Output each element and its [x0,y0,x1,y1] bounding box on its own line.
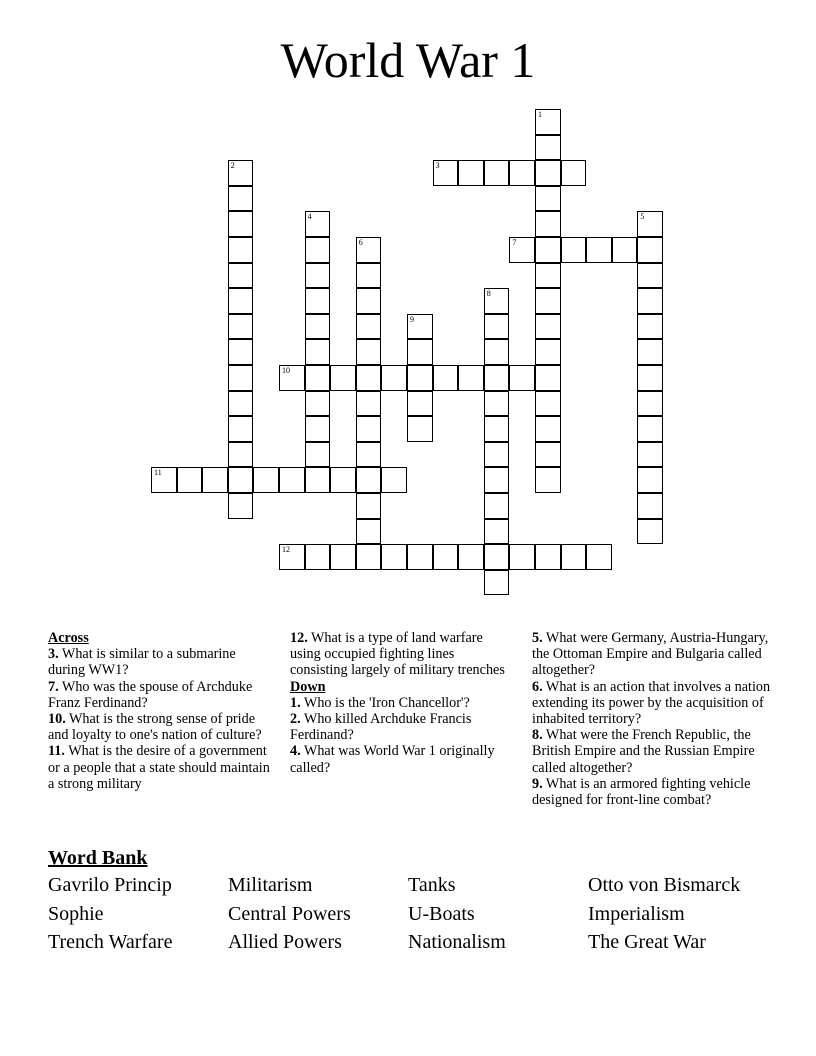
grid-cell[interactable] [612,237,638,263]
clue-down-2 [290,711,515,743]
word-bank-item: Central Powers [228,902,351,925]
grid-cell[interactable] [305,288,331,314]
grid-cell[interactable] [381,365,407,391]
grid-cell[interactable] [484,493,510,519]
grid-cell[interactable] [484,570,510,596]
grid-cell[interactable] [228,442,254,468]
grid-cell[interactable] [484,416,510,442]
word-bank-item: Imperialism [588,902,685,925]
clue-text: What were Germany, Austria-Hungary, the Ottoman Empire and Bulgaria called altogether? [532,630,769,679]
grid-cell[interactable] [637,314,663,340]
clue-across-7 [48,679,276,711]
grid-cell[interactable] [637,288,663,314]
clue-number-label: 1 [538,110,542,119]
grid-cell[interactable] [305,211,331,237]
grid-cell[interactable] [202,467,228,493]
grid-cell[interactable] [356,263,382,289]
grid-cell[interactable] [458,160,484,186]
grid-cell[interactable] [330,365,356,391]
grid-cell[interactable] [509,544,535,570]
grid-cell[interactable] [151,467,177,493]
grid-cell[interactable] [458,544,484,570]
clue-number-label: 12 [282,545,290,555]
clues-column-1 [48,630,276,792]
grid-cell[interactable] [407,416,433,442]
grid-cell[interactable] [535,416,561,442]
grid-cell[interactable] [305,544,331,570]
grid-cell[interactable] [637,442,663,468]
grid-cell[interactable] [637,365,663,391]
grid-cell[interactable] [356,519,382,545]
grid-cell[interactable] [228,493,254,519]
grid-cell[interactable] [228,339,254,365]
grid-cell[interactable] [561,160,587,186]
grid-cell[interactable] [637,237,663,263]
word-bank-item: Gavrilo Princip [48,874,172,896]
grid-cell[interactable] [484,288,510,314]
grid-cell[interactable] [279,544,305,570]
grid-cell[interactable] [535,211,561,237]
clue-text: Who killed Archduke Francis Ferdinand? [290,711,472,744]
grid-cell[interactable] [484,391,510,417]
grid-cell[interactable] [407,544,433,570]
grid-cell[interactable] [535,442,561,468]
grid-cell[interactable] [228,314,254,340]
clue-down-4 [290,743,515,775]
word-bank-item: The Great War [588,931,706,953]
grid-cell[interactable] [535,288,561,314]
grid-cell[interactable] [637,211,663,237]
clue-number: 9. [532,775,543,792]
grid-cell[interactable] [407,391,433,417]
grid-cell[interactable] [356,391,382,417]
clue-number-label: 3 [435,161,440,171]
word-bank-item: Allied Powers [228,931,342,953]
grid-cell[interactable] [458,365,484,391]
grid-cell[interactable] [381,467,407,493]
grid-cell[interactable] [535,544,561,570]
clue-down-1 [290,695,515,711]
grid-cell[interactable] [253,467,279,493]
grid-cell[interactable] [305,365,331,391]
clue-across-10 [48,711,276,743]
grid-cell[interactable] [637,391,663,417]
word-bank-item: Tanks [408,874,456,896]
grid-cell[interactable] [535,263,561,289]
grid-cell[interactable] [356,467,382,493]
grid-cell[interactable] [535,237,561,263]
grid-cell[interactable] [637,467,663,493]
grid-cell[interactable] [535,339,561,365]
down-heading: Down [290,678,326,695]
across-heading: Across [48,630,89,646]
grid-cell[interactable] [535,365,561,391]
grid-cell[interactable] [356,544,382,570]
grid-cell[interactable] [330,544,356,570]
clue-number-label: 4 [307,212,312,222]
clue-number: 3. [48,646,59,663]
grid-cell[interactable] [509,365,535,391]
clue-down-5 [532,630,772,679]
grid-cell[interactable] [433,544,459,570]
clue-number-label: 5 [640,212,645,222]
clue-text: What is similar to a submarine during WW1? [48,646,236,679]
clue-number: 5. [532,630,543,646]
grid-cell[interactable] [228,237,254,263]
grid-cell[interactable] [356,365,382,391]
clue-down-9 [532,776,772,808]
grid-cell[interactable] [561,544,587,570]
grid-cell[interactable] [484,467,510,493]
clue-text: What was World War 1 originally called? [290,743,495,776]
grid-cell[interactable] [407,314,433,340]
clue-text: What is a type of land warfare using occupied fighting lines consisting largely of military trenches [290,630,505,679]
clue-number-label: 10 [282,366,290,375]
grid-cell[interactable] [305,391,331,417]
clue-across-3 [48,646,276,678]
grid-cell[interactable] [356,493,382,519]
grid-cell[interactable] [535,186,561,212]
clue-number: 11. [48,743,65,760]
clue-number: 12. [290,630,308,646]
grid-cell[interactable] [228,186,254,212]
grid-cell[interactable] [279,365,305,391]
grid-cell[interactable] [535,135,561,161]
grid-cell[interactable] [509,160,535,186]
grid-cell[interactable] [228,288,254,314]
grid-cell[interactable] [330,467,356,493]
clue-number: 1. [290,694,301,711]
grid-cell[interactable] [305,467,331,493]
clue-down-6 [532,679,772,728]
grid-cell[interactable] [305,237,331,263]
grid-cell[interactable] [484,544,510,570]
clue-text: What is the strong sense of pride and loyalty to one's nation of culture? [48,711,262,744]
clue-down-8 [532,727,772,776]
grid-cell[interactable] [228,467,254,493]
grid-cell[interactable] [228,416,254,442]
grid-cell[interactable] [305,339,331,365]
clues-column-2 [290,630,515,776]
grid-cell[interactable] [637,519,663,545]
clue-text: Who is the 'Iron Chancellor'? [300,694,470,711]
grid-cell[interactable] [535,109,561,135]
grid-cell[interactable] [637,263,663,289]
clue-across-11 [48,743,276,792]
grid-cell[interactable] [228,365,254,391]
grid-cell[interactable] [305,314,331,340]
clue-number: 8. [532,727,543,744]
grid-cell[interactable] [228,160,254,186]
grid-cell[interactable] [407,339,433,365]
grid-cell[interactable] [484,365,510,391]
grid-cell[interactable] [356,314,382,340]
grid-cell[interactable] [305,416,331,442]
grid-cell[interactable] [484,442,510,468]
word-bank-item: Sophie [48,902,104,925]
grid-cell[interactable] [381,544,407,570]
grid-cell[interactable] [561,237,587,263]
word-bank-item: Trench Warfare [48,931,173,953]
grid-cell[interactable] [484,314,510,340]
clue-text: What is the desire of a government or a people that a state should maintain a strong military [48,743,270,792]
grid-cell[interactable] [356,237,382,263]
grid-cell[interactable] [586,237,612,263]
clue-number-label: 11 [154,468,162,478]
word-bank-heading: Word Bank [48,847,148,869]
clue-text: What is an armored fighting vehicle designed for front-line combat? [532,775,751,809]
grid-cell[interactable] [535,467,561,493]
grid-cell[interactable] [356,416,382,442]
grid-cell[interactable] [305,442,331,468]
clues-column-3 [532,630,772,808]
clue-number: 7. [48,678,59,695]
grid-cell[interactable] [637,493,663,519]
grid-cell[interactable] [535,391,561,417]
grid-cell[interactable] [509,237,535,263]
grid-cell[interactable] [484,339,510,365]
grid-cell[interactable] [637,339,663,365]
grid-cell[interactable] [433,365,459,391]
grid-cell[interactable] [535,314,561,340]
grid-cell[interactable] [228,211,254,237]
clue-number: 2. [290,711,301,728]
clue-number-label: 2 [230,161,235,171]
clue-number: 10. [48,711,66,728]
grid-cell[interactable] [535,160,561,186]
word-bank-item: Nationalism [408,931,506,953]
grid-cell[interactable] [356,339,382,365]
clue-across-12 [290,630,515,679]
clue-number: 4. [290,743,301,760]
clue-number-label: 9 [410,314,414,324]
puzzle-title: World War 1 [280,32,536,88]
grid-cell[interactable] [356,288,382,314]
clue-number-label: 8 [486,289,491,299]
grid-cell[interactable] [637,416,663,442]
grid-cell[interactable] [433,160,459,186]
grid-cell[interactable] [484,160,510,186]
grid-cell[interactable] [279,467,305,493]
word-bank-item: Militarism [228,874,313,896]
grid-cell[interactable] [484,519,510,545]
clue-number-label: 7 [512,238,517,247]
clue-text: What were the French Republic, the British Empire and the Russian Empire called altogether? [532,727,755,776]
word-bank-item: U-Boats [408,902,475,925]
grid-cell[interactable] [228,263,254,289]
grid-cell[interactable] [407,365,433,391]
grid-cell[interactable] [356,442,382,468]
grid-cell[interactable] [305,263,331,289]
clue-number-label: 6 [358,238,363,247]
clue-text: What is an action that involves a nation extending its power by the acquisition of inhabited territory? [532,678,771,728]
grid-cell[interactable] [177,467,203,493]
clue-text: Who was the spouse of Archduke Franz Ferdinand? [48,678,253,711]
word-bank-item: Otto von Bismarck [588,874,741,896]
grid-cell[interactable] [586,544,612,570]
clue-number: 6. [532,678,543,695]
grid-cell[interactable] [228,391,254,417]
